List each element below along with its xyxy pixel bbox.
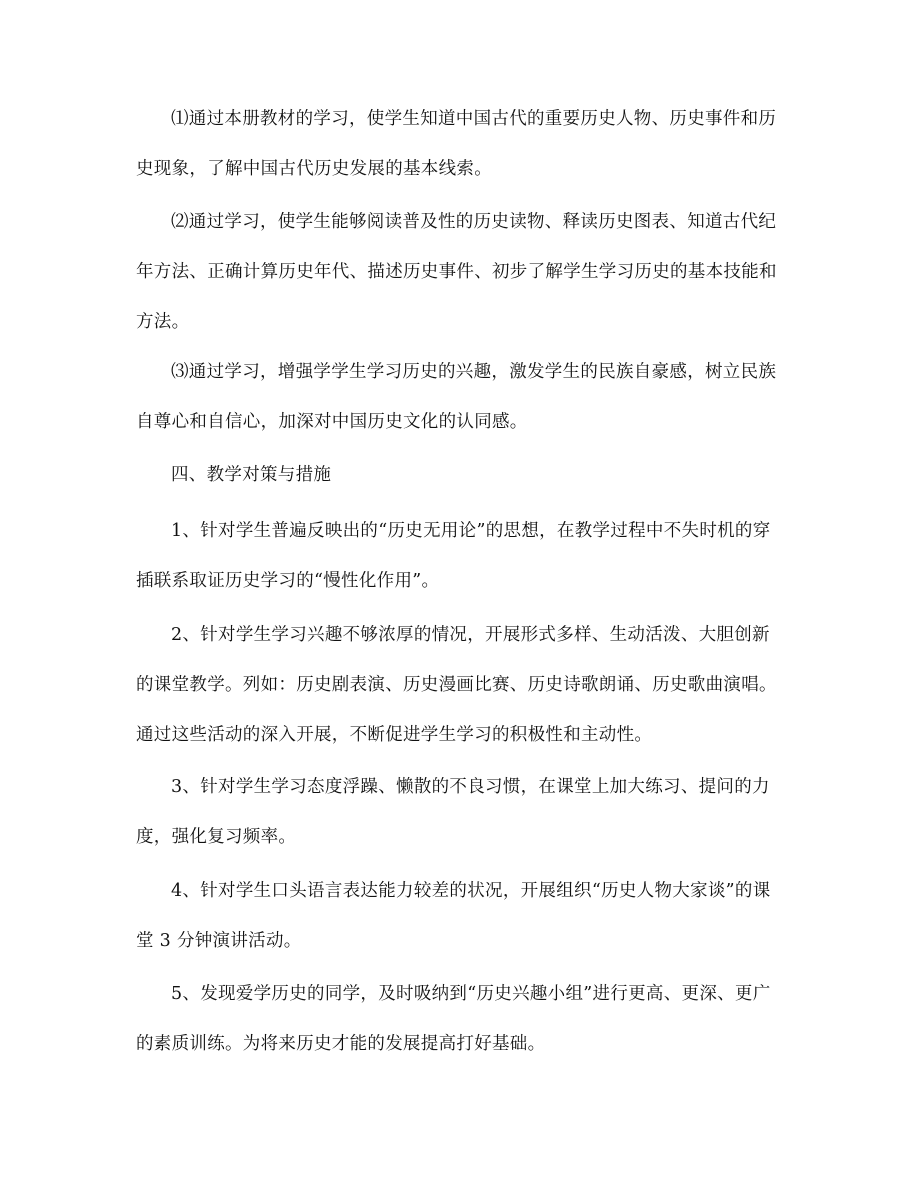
measure-3-paragraph: 3、针对学生学习态度浮躁、懒散的不良习惯，在课堂上加大练习、提问的力度，强化复习频率。 (136, 777, 770, 847)
measure-5-paragraph: 5、发现爱学历史的同学，及时吸纳到“历史兴趣小组”进行更高、更深、更广的素质训练。为将来历史才能的发展提高打好基础。 (136, 984, 771, 1054)
objective-3-paragraph: ⑶通过学习，增强学学生学习历史的兴趣，激发学生的民族自豪感，树立民族自尊心和自信心，加深对中国历史文化的认同感。 (136, 362, 777, 432)
measure-1-paragraph: 1、针对学生普遍反映出的“历史无用论”的思想，在教学过程中不失时机的穿插联系取证历史学习的“慢性化作用”。 (136, 521, 771, 591)
measure-4-paragraph: 4、针对学生口头语言表达能力较差的状况，开展组织“历史人物大家谈”的课堂 3 分钟演讲活动。 (136, 881, 771, 951)
objective-2-paragraph: ⑵通过学习，使学生能够阅读普及性的历史读物、释读历史图表、知道古代纪年方法、正确计算历史年代、描述历史事件、初步了解学生学习历史的基本技能和方法。 (136, 212, 777, 332)
section-heading: 四、教学对策与措施 (171, 465, 332, 485)
objective-1-paragraph: ⑴通过本册教材的学习，使学生知道中国古代的重要历史人物、历史事件和历史现象，了解中国古代历史发展的基本线索。 (136, 109, 777, 179)
measure-2-paragraph: 2、针对学生学习兴趣不够浓厚的情况，开展形式多样、生动活泼、大胆创新的课堂教学。列如：历史剧表演、历史漫画比赛、历史诗歌朗诵、历史歌曲演唱。通过这些活动的深入开展，不断促进学生学习的积极性和主动性。 (136, 625, 777, 745)
